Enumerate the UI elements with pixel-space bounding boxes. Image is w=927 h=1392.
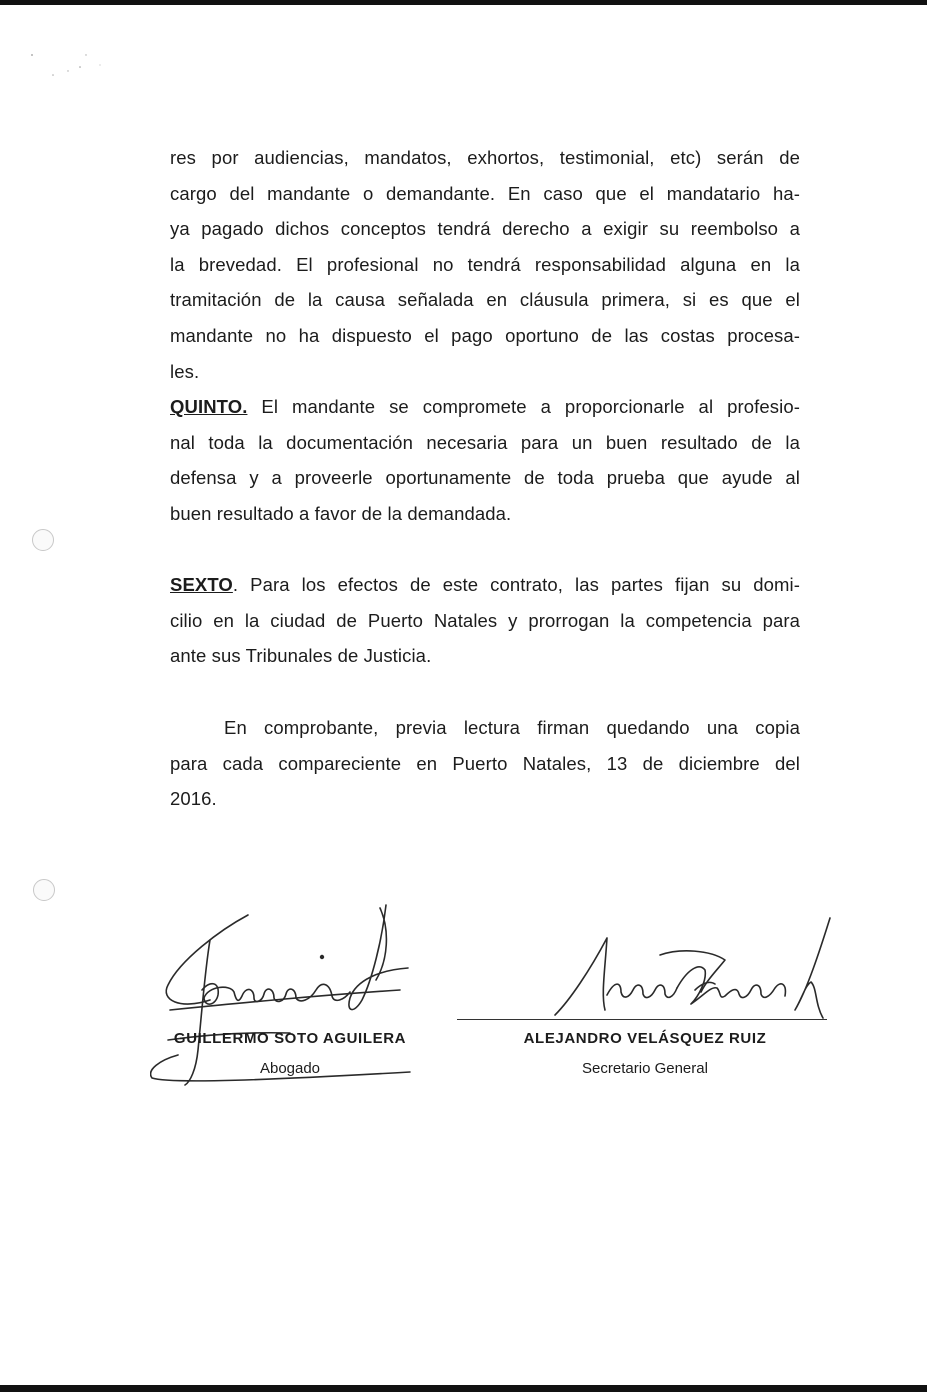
scan-specks	[20, 45, 110, 85]
clause-heading: QUINTO.	[170, 396, 248, 418]
text-line: para cada compareciente en Puerto Natales, 13 de diciembre del	[170, 752, 800, 774]
text-line: res por audiencias, mandatos, exhortos, testimonial, etc) serán de	[170, 147, 800, 168]
text-fragment: . Para los efectos de este contrato, las partes fijan su domi-	[232, 574, 800, 595]
signatory-name: GUILLERMO SOTO AGUILERA	[173, 1030, 407, 1047]
text-line: mandante no ha dispuesto el pago oportuno de las costas procesa-	[170, 324, 800, 346]
scan-edge-top	[0, 0, 927, 5]
text-line: ya pagado dichos conceptos tendrá derecho a exigir su reembolso a	[170, 218, 800, 240]
signature-block-lawyer	[150, 900, 430, 1100]
contract-text-block	[170, 140, 800, 532]
clause-quinto	[170, 389, 800, 531]
text-line: 2016.	[170, 788, 217, 810]
text-line: buen resultado a favor de la demandada.	[170, 502, 512, 524]
text-line: nal toda la documentación necesaria para un buen resultado de la	[170, 431, 800, 453]
punch-hole	[33, 879, 55, 901]
signature-line	[457, 1019, 827, 1020]
clause-sexto	[170, 567, 800, 674]
scan-edge-bottom	[0, 1385, 927, 1392]
signatory-name: ALEJANDRO VELÁSQUEZ RUIZ	[523, 1030, 767, 1047]
signature-block-secretary	[455, 900, 835, 1100]
punch-hole	[32, 529, 54, 551]
text-line: cargo del mandante o demandante. En caso que el mandatario ha-	[170, 182, 800, 204]
text-fragment: El mandante se compromete a proporcionarle al profesio-	[247, 396, 800, 418]
text-line	[170, 389, 800, 425]
text-line: ante sus Tribunales de Justicia.	[170, 645, 432, 667]
paragraph-costs	[170, 140, 800, 389]
closing-paragraph	[170, 710, 800, 817]
text-line: la brevedad. El profesional no tendrá responsabilidad alguna en la	[170, 253, 800, 275]
text-line: defensa y a proveerle oportunamente de toda prueba que ayude al	[170, 467, 800, 489]
text-line: tramitación de la causa señalada en cláusula primera, si es que el	[170, 289, 800, 311]
signatory-role: Secretario General	[582, 1060, 708, 1077]
clause-heading: SEXTO	[170, 574, 233, 595]
text-line	[170, 567, 800, 603]
text-line: En comprobante, previa lectura firman quedando una copia	[224, 717, 800, 738]
signatory-role: Abogado	[259, 1060, 321, 1077]
text-line: les.	[170, 360, 200, 382]
text-line: cilio en la ciudad de Puerto Natales y prorrogan la competencia para	[170, 609, 800, 631]
